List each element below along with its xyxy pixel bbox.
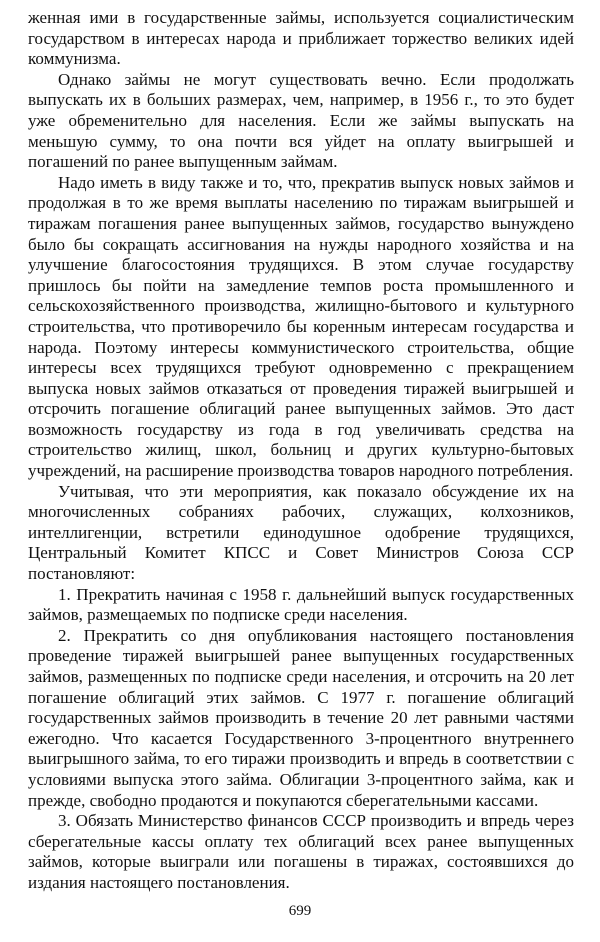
paragraph-resolution-item-1: 1. Прекратить начиная с 1958 г. дальнейший выпуск государственных займов, размещаемых по подписке среди населения. [28,584,574,625]
paragraph-resolution-item-3: 3. Обязать Министерство финансов СССР производить и впредь через сберегательные кассы оплату тех облигаций всех ранее выпущенных займов, которые выиграли или погашены в тиражах, состоявшихся до издания настоящего постановления. [28,811,574,892]
paragraph-continuation: женная ими в государственные займы, используется социалистическим государством в интересах народа и приближает торжество великих идей коммунизма. [28,8,574,69]
paragraph-resolution-item-2: 2. Прекратить со дня опубликования настоящего постановления проведение тиражей выигрышей ранее выпущенных государственных займов, размещенных по подписке среди населения, и отсрочить на 20 лет погашение облигаций этих займов. С 1977 г. погашение облигаций государственных займов производить в течение 20 лет равными частями ежегодно. Что касается Государственного 3-процентного внутреннего выигрышного займа, то его тиражи производить и впредь в соответствии с условиями выпуска этого займа. Облигации 3-процентного займа, как и прежде, свободно продаются и покупаются сберегательными кассами. [28,625,574,810]
paragraph-loans-cannot-exist-forever: Однако займы не могут существовать вечно. Если продолжать выпускать их в больших размерах, чем, например, в 1956 г., то это будет уже обременительно для населения. Если же займы выпускать на меньшую сумму, то она почти вся уйдет на оплату выигрышей и погашений по ранее выпущенным займам. [28,69,574,172]
paragraph-state-budget-consequences: Надо иметь в виду также и то, что, прекратив выпуск новых займов и продолжая в то же время выплаты населению по тиражам выигрышей и тиражам погашения ранее выпущенных займов, государство вынуждено было бы сокращать ассигнования на нужды народного хозяйства и на улучшение благосостояния трудящихся. В этом случае государству пришлось бы пойти на замедление темпов роста промышленного и сельскохозяйственного производства, жилищно-бытового и культурного строительства, что противоречило бы коренным интересам государства и народа. Поэтому интересы коммунистического строительства, общие интересы всех трудящихся требуют одновременно с прекращением выпуска новых займов отказаться от проведения тиражей выигрышей и отсрочить погашение облигаций ранее выпущенных займов. Это даст возможность государству из года в год увеличивать средства на строительство жилищ, школ, больниц и других культурно-бытовых учреждений, на расширение производства товаров народного потребления. [28,172,574,481]
page-number: 699 [288,903,312,919]
paragraph-resolution-preamble: Учитывая, что эти мероприятия, как показало обсуждение их на многочисленных собраниях рабочих, служащих, колхозников, интеллигенции, встретили единодушное одобрение трудящихся, Центральный Комитет КПСС и Совет Министров Союза ССР постановляют: [28,481,574,584]
